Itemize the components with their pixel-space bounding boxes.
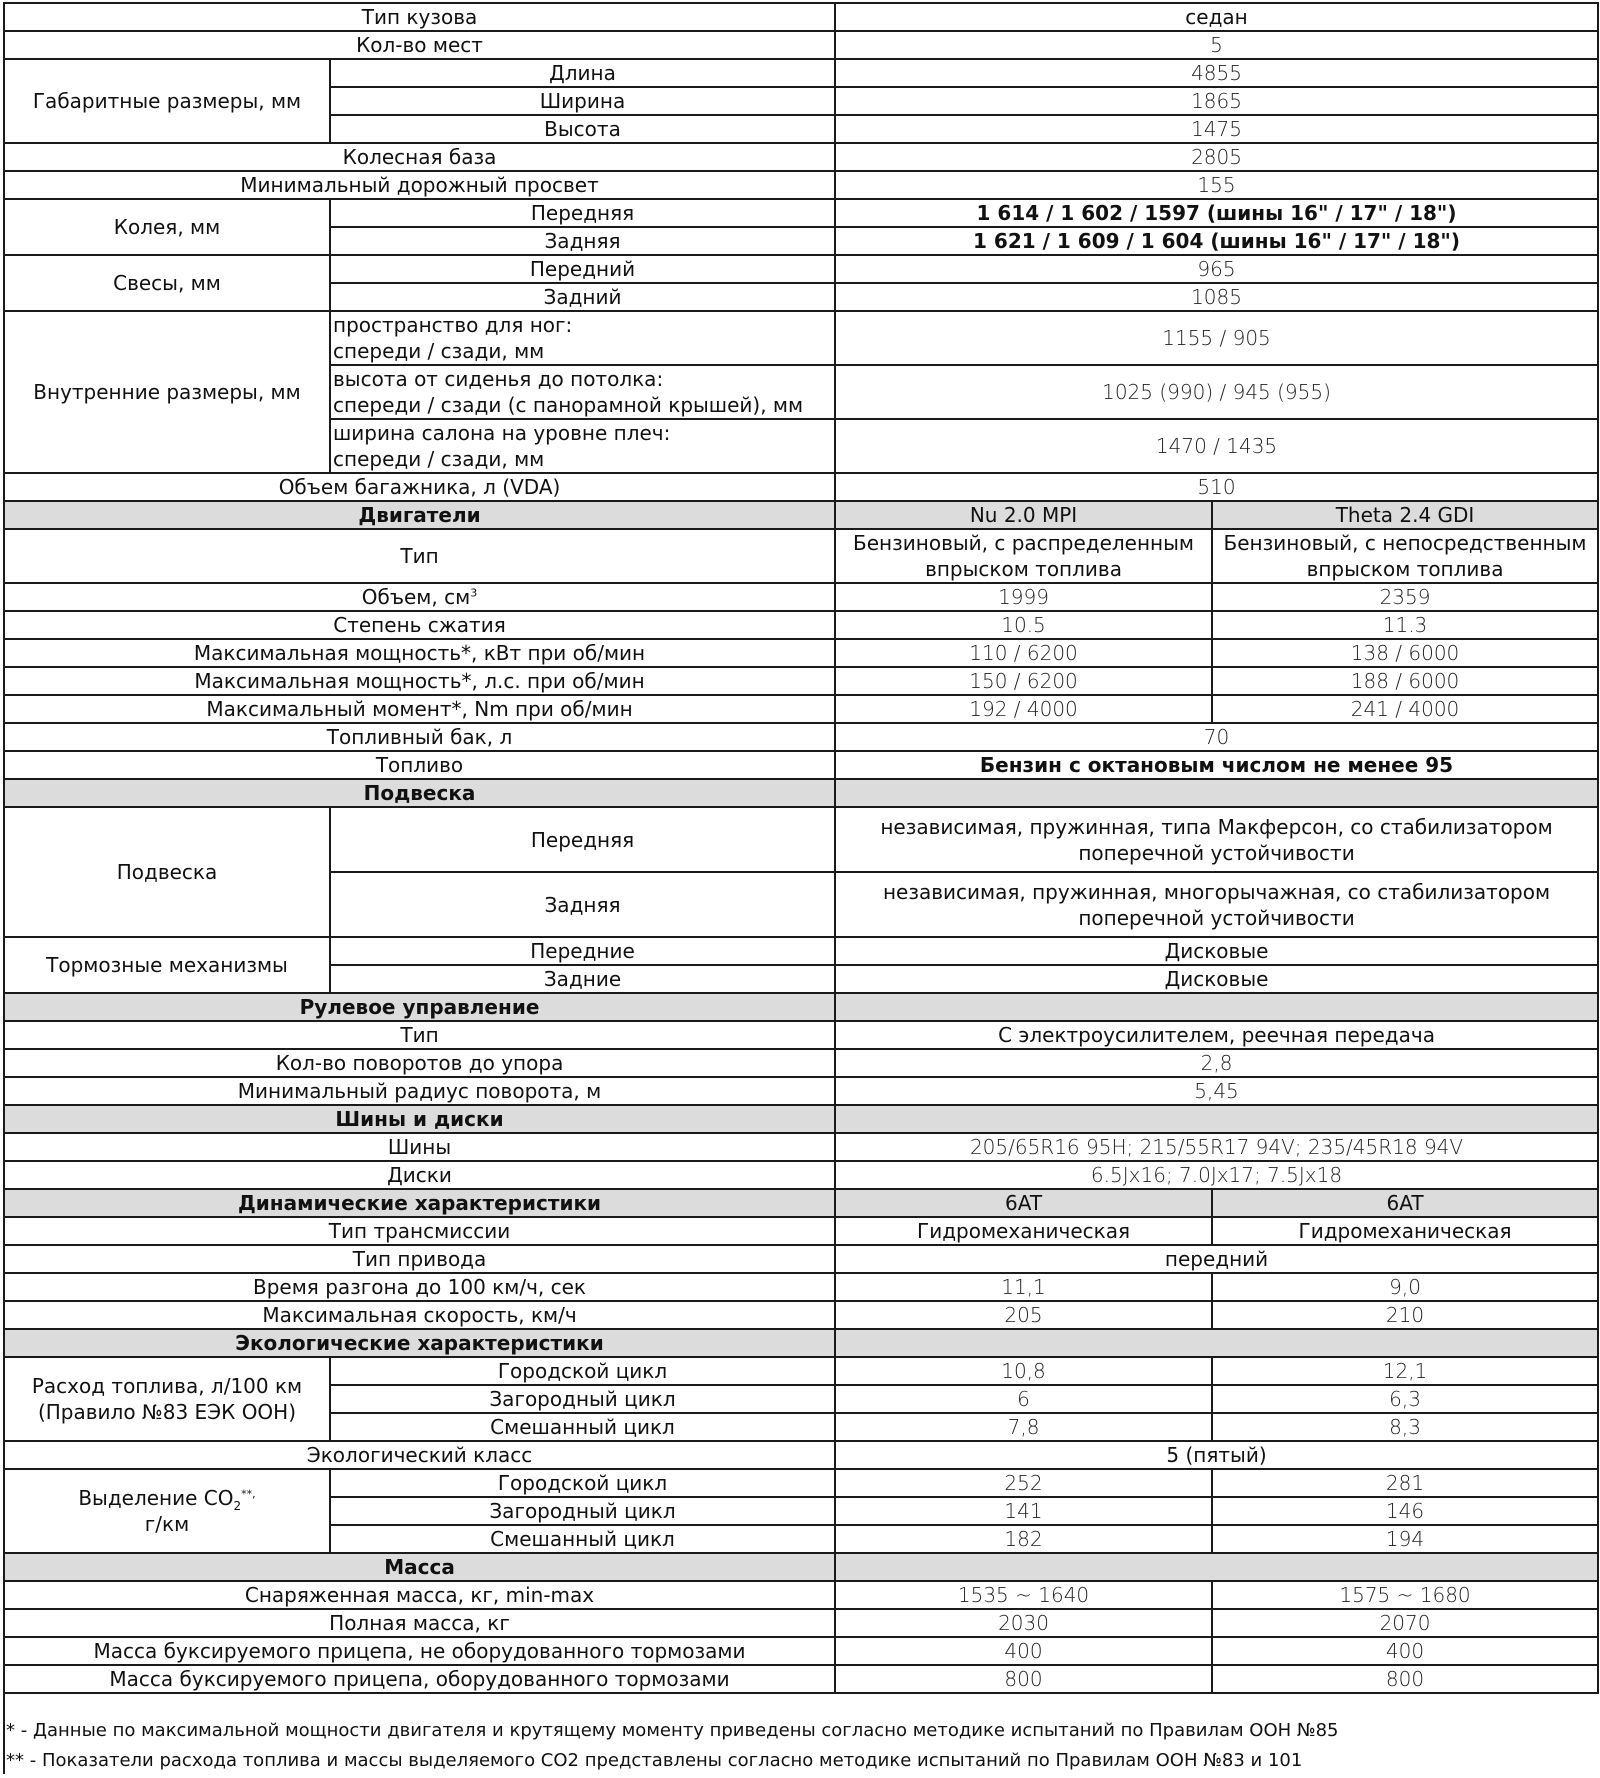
row-value: 205: [835, 1301, 1212, 1329]
row-value: 146: [1212, 1497, 1598, 1525]
row-value: 400: [1212, 1637, 1598, 1665]
row-label: Задняя: [330, 227, 835, 255]
row-value: 182: [835, 1525, 1212, 1553]
label-line: высота от сиденья до потолка:: [333, 367, 664, 391]
row-value: 6: [835, 1385, 1212, 1413]
row-label: Длина: [330, 59, 835, 87]
table-row: [4, 723, 1598, 751]
row-value: 1155 / 905: [835, 311, 1598, 365]
label-line: (Правило №83 ЕЭК ООН): [37, 1400, 297, 1424]
table-row: [4, 1665, 1598, 1693]
row-label: Масса буксируемого прицепа, оборудованного тормозами: [4, 1665, 835, 1693]
row-value: 6,3: [1212, 1385, 1598, 1413]
row-label: Масса буксируемого прицепа, не оборудованного тормозами: [4, 1637, 835, 1665]
table-row: [4, 667, 1598, 695]
row-value: 1 621 / 1 609 / 1 604 (шины 16" / 17" / 18"): [835, 227, 1598, 255]
section-header: [4, 1189, 1598, 1217]
row-value: 5: [835, 31, 1598, 59]
row-label: Максимальная скорость, км/ч: [4, 1301, 835, 1329]
row-value: 1999: [835, 583, 1212, 611]
section-title: Масса: [4, 1553, 835, 1581]
row-value: 241 / 4000: [1212, 695, 1598, 723]
row-value: 1470 / 1435: [835, 419, 1598, 473]
footnote: ** - Показатели расхода топлива и массы выделяемого СО2 представлены согласно методике испытаний по Правилам ООН №83 и 101: [6, 1750, 1303, 1771]
row-value: 7,8: [835, 1413, 1212, 1441]
spec-table: [3, 2, 1599, 1694]
table-row: [4, 171, 1598, 199]
row-value: 8,3: [1212, 1413, 1598, 1441]
table-row: [4, 1245, 1598, 1273]
row-value: 510: [835, 473, 1598, 501]
row-value: седан: [835, 3, 1598, 31]
row-value: Бензиновый, с распределенным впрыском топлива: [835, 529, 1212, 583]
row-value: 1535 ~ 1640: [835, 1581, 1212, 1609]
row-label: Высота: [330, 115, 835, 143]
row-value: 210: [1212, 1301, 1598, 1329]
table-row: [4, 3, 1598, 31]
superscript: **,: [241, 1487, 256, 1501]
table-row: [4, 1357, 1598, 1385]
row-value: 194: [1212, 1525, 1598, 1553]
row-label: Тип трансмиссии: [4, 1217, 835, 1245]
table-row: [4, 59, 1598, 87]
label-line: пространство для ног:: [333, 313, 573, 337]
table-row: [4, 1301, 1598, 1329]
group-label: [4, 1469, 330, 1553]
label-text: Выделение CO: [78, 1486, 234, 1510]
row-value: 110 / 6200: [835, 639, 1212, 667]
row-value: 192 / 4000: [835, 695, 1212, 723]
row-label: Задняя: [330, 872, 835, 937]
table-row: [4, 255, 1598, 283]
row-label: [330, 365, 835, 419]
row-label: Городской цикл: [330, 1357, 835, 1385]
group-label: Тормозные механизмы: [4, 937, 330, 993]
row-label: Задние: [330, 965, 835, 993]
row-value: 281: [1212, 1469, 1598, 1497]
row-label: Объем багажника, л (VDA): [4, 473, 835, 501]
row-value: 400: [835, 1637, 1212, 1665]
row-value: 1085: [835, 283, 1598, 311]
row-value: 11.3: [1212, 611, 1598, 639]
row-label: Передний: [330, 255, 835, 283]
row-value: 205/65R16 95H; 215/55R17 94V; 235/45R18 94V: [835, 1133, 1598, 1161]
row-label: Тип привода: [4, 1245, 835, 1273]
row-value: 141: [835, 1497, 1212, 1525]
table-row: [4, 311, 1598, 365]
row-value: 138 / 6000: [1212, 639, 1598, 667]
row-label: Минимальный радиус поворота, м: [4, 1077, 835, 1105]
row-value: передний: [835, 1245, 1598, 1273]
row-label: Максимальная мощность*, кВт при об/мин: [4, 639, 835, 667]
section-empty: [835, 779, 1598, 807]
row-label: Степень сжатия: [4, 611, 835, 639]
group-label: Внутренние размеры, мм: [4, 311, 330, 473]
row-label: Смешанный цикл: [330, 1413, 835, 1441]
row-value: 2030: [835, 1609, 1212, 1637]
table-row: [4, 1021, 1598, 1049]
table-row: [4, 1133, 1598, 1161]
row-label: Передние: [330, 937, 835, 965]
row-value: 150 / 6200: [835, 667, 1212, 695]
row-value: 188 / 6000: [1212, 667, 1598, 695]
section-header: [4, 1553, 1598, 1581]
table-row: [4, 695, 1598, 723]
row-value: 800: [1212, 1665, 1598, 1693]
section-empty: [835, 993, 1598, 1021]
row-label: Загородный цикл: [330, 1497, 835, 1525]
label-line: г/км: [144, 1512, 190, 1536]
section-header: [4, 993, 1598, 1021]
row-value: 1865: [835, 87, 1598, 115]
row-label: Кол-во мест: [4, 31, 835, 59]
row-label: Передняя: [330, 199, 835, 227]
table-row: [4, 1077, 1598, 1105]
row-label: Ширина: [330, 87, 835, 115]
row-label: Полная масса, кг: [4, 1609, 835, 1637]
row-label: Максимальный момент*, Nm при об/мин: [4, 695, 835, 723]
row-label: Колесная база: [4, 143, 835, 171]
group-label: Свесы, мм: [4, 255, 330, 311]
label-line: спереди / сзади (с панорамной крышей), мм: [333, 393, 804, 417]
row-value: 1025 (990) / 945 (955): [835, 365, 1598, 419]
section-header: [4, 1329, 1598, 1357]
table-row: [4, 31, 1598, 59]
section-title: Экологические характеристики: [4, 1329, 835, 1357]
row-value: Дисковые: [835, 965, 1598, 993]
label-text: Объем, см: [361, 585, 471, 609]
row-value: 12,1: [1212, 1357, 1598, 1385]
row-value: 5,45: [835, 1077, 1598, 1105]
row-value: Гидромеханическая: [835, 1217, 1212, 1245]
group-label: Колея, мм: [4, 199, 330, 255]
table-row: [4, 143, 1598, 171]
group-label: Габаритные размеры, мм: [4, 59, 330, 143]
row-value: Дисковые: [835, 937, 1598, 965]
table-row: [4, 1049, 1598, 1077]
row-value: 1 614 / 1 602 / 1597 (шины 16" / 17" / 18"): [835, 199, 1598, 227]
table-row: [4, 1609, 1598, 1637]
row-label: Смешанный цикл: [330, 1525, 835, 1553]
row-value: 155: [835, 171, 1598, 199]
row-value: 70: [835, 723, 1598, 751]
row-value: Бензин с октановым числом не менее 95: [835, 751, 1598, 779]
table-row: [4, 1469, 1598, 1497]
label-line: ширина салона на уровне плеч:: [333, 421, 671, 445]
row-value: Гидромеханическая: [1212, 1217, 1598, 1245]
row-label: Экологический класс: [4, 1441, 835, 1469]
label-line: спереди / сзади, мм: [333, 339, 545, 363]
row-value: 1575 ~ 1680: [1212, 1581, 1598, 1609]
engine-1-name: Nu 2.0 MPI: [835, 501, 1212, 529]
row-label: Диски: [4, 1161, 835, 1189]
unit-superscript: 3: [470, 586, 478, 600]
row-label: [330, 311, 835, 365]
table-row: [4, 751, 1598, 779]
row-label: Топливо: [4, 751, 835, 779]
table-row: [4, 807, 1598, 872]
table-row: [4, 199, 1598, 227]
row-value: независимая, пружинная, типа Макферсон, со стабилизатором поперечной устойчивости: [835, 807, 1598, 872]
row-value: 2,8: [835, 1049, 1598, 1077]
row-label: Тип: [4, 529, 835, 583]
table-row: [4, 1581, 1598, 1609]
row-value: 965: [835, 255, 1598, 283]
section-title: Рулевое управление: [4, 993, 835, 1021]
gearbox-1: 6AT: [835, 1189, 1212, 1217]
row-value: 800: [835, 1665, 1212, 1693]
table-row: [4, 1441, 1598, 1469]
row-value: 2070: [1212, 1609, 1598, 1637]
row-label: Шины: [4, 1133, 835, 1161]
row-label: Кол-во поворотов до упора: [4, 1049, 835, 1077]
table-row: [4, 583, 1598, 611]
label-line: Расход топлива, л/100 км: [31, 1374, 303, 1398]
row-label: Тип: [4, 1021, 835, 1049]
table-row: [4, 1161, 1598, 1189]
table-row: [4, 639, 1598, 667]
table-row: [4, 1273, 1598, 1301]
label-line: спереди / сзади, мм: [333, 447, 545, 471]
row-value: 1475: [835, 115, 1598, 143]
group-label: Подвеска: [4, 807, 330, 937]
footnote: * - Данные по максимальной мощности двигателя и крутящему моменту приведены согласно методике испытаний по Правилам ООН №85: [6, 1720, 1339, 1741]
table-row: [4, 1637, 1598, 1665]
row-label: Максимальная мощность*, л.с. при об/мин: [4, 667, 835, 695]
row-label: Топливный бак, л: [4, 723, 835, 751]
section-empty: [835, 1105, 1598, 1133]
section-title: Динамические характеристики: [4, 1189, 835, 1217]
row-label: Загородный цикл: [330, 1385, 835, 1413]
row-label: Время разгона до 100 км/ч, сек: [4, 1273, 835, 1301]
row-value: С электроусилителем, реечная передача: [835, 1021, 1598, 1049]
row-label: Задний: [330, 283, 835, 311]
row-value: 9,0: [1212, 1273, 1598, 1301]
row-label: [4, 583, 835, 611]
row-label: Передняя: [330, 807, 835, 872]
table-row: [4, 937, 1598, 965]
row-value: 10.5: [835, 611, 1212, 639]
group-label: [4, 1357, 330, 1441]
row-value: 10,8: [835, 1357, 1212, 1385]
engine-2-name: Theta 2.4 GDI: [1212, 501, 1598, 529]
section-title: Двигатели: [4, 501, 835, 529]
row-value: 11,1: [835, 1273, 1212, 1301]
row-value: 252: [835, 1469, 1212, 1497]
section-header: [4, 779, 1598, 807]
row-value: 2805: [835, 143, 1598, 171]
row-label: Тип кузова: [4, 3, 835, 31]
row-label: Снаряженная масса, кг, min-max: [4, 1581, 835, 1609]
table-row: [4, 473, 1598, 501]
row-value: независимая, пружинная, многорычажная, со стабилизатором поперечной устойчивости: [835, 872, 1598, 937]
gearbox-2: 6AT: [1212, 1189, 1598, 1217]
section-title: Подвеска: [4, 779, 835, 807]
row-value: 5 (пятый): [835, 1441, 1598, 1469]
section-title: Шины и диски: [4, 1105, 835, 1133]
section-empty: [835, 1329, 1598, 1357]
table-row: [4, 1217, 1598, 1245]
table-row: [4, 611, 1598, 639]
table-row: [4, 529, 1598, 583]
row-label: Минимальный дорожный просвет: [4, 171, 835, 199]
subscript: 2: [233, 1499, 242, 1513]
row-value: Бензиновый, с непосредственным впрыском топлива: [1212, 529, 1598, 583]
section-header: [4, 501, 1598, 529]
row-label: Городской цикл: [330, 1469, 835, 1497]
row-value: 4855: [835, 59, 1598, 87]
section-header: [4, 1105, 1598, 1133]
row-value: 6.5Jx16; 7.0Jx17; 7.5Jx18: [835, 1161, 1598, 1189]
row-value: 2359: [1212, 583, 1598, 611]
section-empty: [835, 1553, 1598, 1581]
row-label: [330, 419, 835, 473]
